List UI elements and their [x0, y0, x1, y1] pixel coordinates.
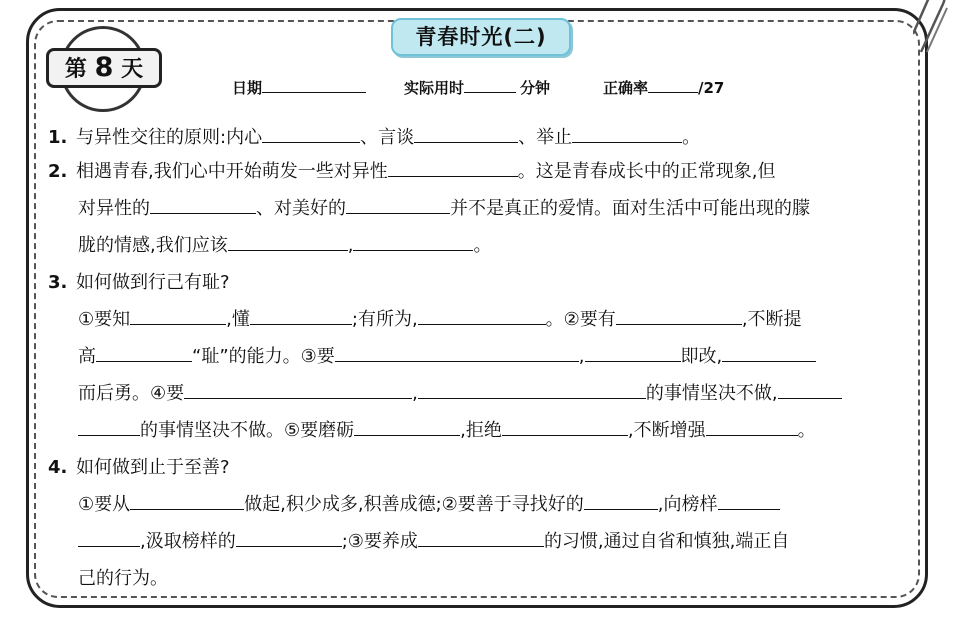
question-2 — [48, 160, 775, 184]
q2-text: , — [347, 235, 354, 256]
q3-text: 的事情坚决不做, — [645, 383, 778, 404]
question-number: 1. — [48, 127, 68, 148]
q4-text: ;③要养成 — [341, 531, 418, 552]
q3-text: 即改, — [680, 346, 723, 367]
q4-text: ,汲取榜样的 — [140, 531, 236, 552]
date-label: 日期 — [232, 79, 263, 97]
accuracy-field[interactable] — [603, 78, 724, 98]
q3-text: ;有所为, — [351, 309, 418, 330]
q2-text: 。这是青春成长中的正常现象,但 — [517, 161, 776, 182]
q4-text: 做起,积少成多,积善成德;②要善于寻找好的 — [244, 494, 584, 515]
q1-text-d: 。 — [682, 127, 701, 148]
q4-text: ,向榜样 — [657, 494, 718, 515]
q4-line-1 — [78, 493, 780, 517]
q2-text: 并不是真正的爱情。面对生活中可能出现的朦 — [450, 198, 810, 219]
q4-heading: 如何做到止于至善? — [76, 457, 230, 478]
q2-line-3 — [78, 234, 491, 258]
q3-text: 的事情坚决不做。⑤要磨砺 — [140, 420, 355, 441]
q3-text: 而后勇。④要 — [78, 383, 185, 404]
date-blank[interactable] — [262, 78, 366, 93]
q2-text: 胧的情感,我们应该 — [78, 235, 228, 256]
q4-line-3 — [78, 567, 168, 591]
q2-text: 对异性的 — [78, 198, 150, 219]
answer-blank[interactable] — [418, 382, 646, 399]
answer-blank[interactable] — [150, 197, 256, 214]
minutes-label: 分钟 — [520, 79, 551, 97]
answer-blank[interactable] — [96, 345, 192, 362]
question-number: 3. — [48, 272, 68, 293]
question-4 — [48, 456, 230, 480]
day-badge — [46, 26, 162, 112]
answer-blank[interactable] — [346, 197, 450, 214]
answer-blank[interactable] — [418, 308, 546, 325]
answer-blank[interactable] — [130, 308, 226, 325]
answer-blank[interactable] — [353, 234, 473, 251]
q3-text: “耻”的能力。③要 — [192, 346, 335, 367]
q3-line-2 — [78, 345, 816, 369]
q3-line-4 — [78, 419, 816, 443]
q3-line-3 — [78, 382, 842, 406]
answer-blank[interactable] — [130, 493, 244, 510]
accuracy-total: /27 — [698, 79, 725, 97]
answer-blank[interactable] — [572, 126, 682, 143]
page-title: 青春时光(二) — [391, 18, 571, 56]
answer-blank[interactable] — [722, 345, 816, 362]
answer-blank[interactable] — [78, 530, 140, 547]
badge-suffix: 天 — [121, 57, 144, 82]
answer-blank[interactable] — [236, 530, 342, 547]
answer-blank[interactable] — [778, 382, 842, 399]
q4-line-2 — [78, 530, 789, 554]
q4-text: ①要从 — [78, 494, 131, 515]
time-field[interactable] — [404, 78, 550, 98]
q1-text-b: 、言谈 — [360, 127, 415, 148]
answer-blank[interactable] — [354, 419, 460, 436]
q2-text: 相遇青春,我们心中开始萌发一些对异性 — [76, 161, 388, 182]
q3-text: 。②要有 — [545, 309, 616, 330]
q1-text-a: 与异性交往的原则:内心 — [76, 127, 263, 148]
paperclip-icon — [913, 0, 951, 54]
question-number: 4. — [48, 457, 68, 478]
q3-text: ,不断提 — [741, 309, 802, 330]
answer-blank[interactable] — [78, 419, 140, 436]
q3-heading: 如何做到行己有耻? — [76, 272, 230, 293]
q4-text: 己的行为。 — [78, 568, 168, 589]
accuracy-blank[interactable] — [648, 78, 698, 93]
q2-line-2 — [78, 197, 810, 221]
question-number: 2. — [48, 161, 68, 182]
answer-blank[interactable] — [414, 126, 518, 143]
question-3 — [48, 271, 230, 295]
accuracy-label: 正确率 — [603, 79, 649, 97]
date-field[interactable] — [232, 78, 366, 98]
answer-blank[interactable] — [262, 126, 360, 143]
q1-text-c: 、举止 — [518, 127, 573, 148]
answer-blank[interactable] — [502, 419, 628, 436]
answer-blank[interactable] — [584, 493, 658, 510]
question-1 — [48, 126, 700, 150]
q3-text: 高 — [78, 346, 96, 367]
answer-blank[interactable] — [184, 382, 412, 399]
answer-blank[interactable] — [388, 160, 518, 177]
badge-prefix: 第 — [64, 57, 87, 82]
q2-text: 、对美好的 — [256, 198, 346, 219]
q4-text: 的习惯,通过自省和慎独,端正自 — [543, 531, 790, 552]
q3-text: , — [412, 383, 418, 404]
answer-blank[interactable] — [616, 308, 742, 325]
q3-text: ,不断增强 — [627, 420, 706, 441]
q3-text: 。 — [797, 420, 816, 441]
time-label: 实际用时 — [404, 79, 465, 97]
q3-line-1 — [78, 308, 802, 332]
answer-blank[interactable] — [718, 493, 780, 510]
badge-number: 8 — [94, 52, 114, 83]
answer-blank[interactable] — [585, 345, 681, 362]
q2-text: 。 — [473, 235, 492, 256]
badge-plate — [46, 48, 162, 88]
q3-text: ,懂 — [226, 309, 250, 330]
answer-blank[interactable] — [228, 234, 348, 251]
answer-blank[interactable] — [250, 308, 352, 325]
answer-blank[interactable] — [335, 345, 579, 362]
q3-text: ①要知 — [78, 309, 131, 330]
time-blank[interactable] — [464, 78, 516, 93]
q3-text: ,拒绝 — [460, 420, 502, 441]
answer-blank[interactable] — [706, 419, 798, 436]
answer-blank[interactable] — [418, 530, 544, 547]
q3-text: , — [578, 346, 585, 367]
